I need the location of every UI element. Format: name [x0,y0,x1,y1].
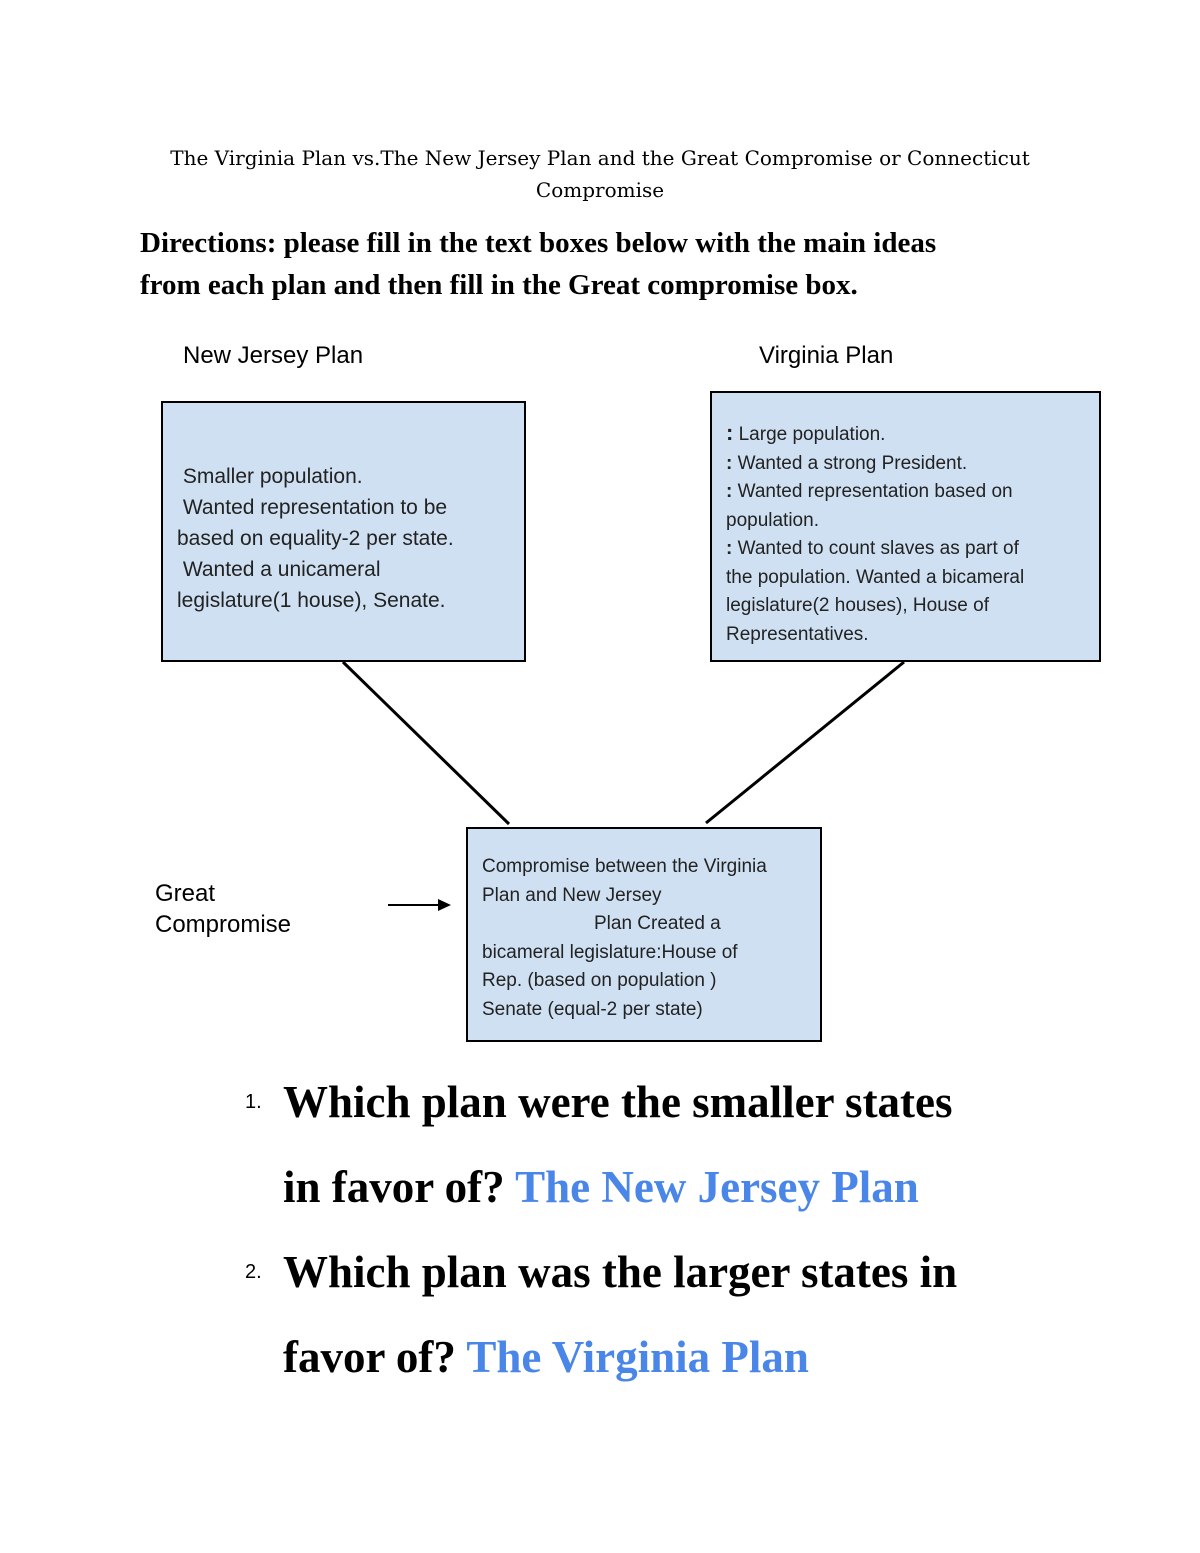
nj-line: Smaller population. [177,465,363,488]
right-arrow-icon [388,899,451,911]
great-compromise-box[interactable] [466,827,822,1042]
directions-line-2: from each plan and then fill in the Great compromise box. [140,269,858,301]
va-line: the population. Wanted a bicameral [726,566,1025,588]
gc-line: Plan Created a [594,913,721,934]
question-text-line-2: favor of? The Virginia Plan [283,1332,809,1382]
virginia-heading: Virginia Plan [759,342,894,369]
directions-line-1: Directions: please fill in the text boxes below with the main ideas [140,227,937,259]
new-jersey-box[interactable] [161,401,526,662]
gc-label-line-1: Great [155,880,216,907]
nj-line: based on equality-2 per state. [177,527,454,550]
va-line: : Large population. [726,420,886,445]
question-text-line-2: in favor of? The New Jersey Plan [283,1162,919,1212]
va-connector-line [706,662,904,823]
question-text: Which plan was the larger states in [283,1247,958,1297]
question-number: 2. [245,1261,262,1283]
question-2 [245,1230,1105,1400]
gc-line: Compromise between the Virginia [482,856,767,877]
va-line: legislature(2 houses), House of [726,595,989,616]
gc-line: Rep. (based on population ) [482,970,717,991]
new-jersey-heading: New Jersey Plan [183,342,364,369]
gc-line: Plan and New Jersey [482,884,662,906]
question-number: 1. [245,1091,262,1113]
va-line: : Wanted a strong President. [726,452,968,474]
title-line-2: Compromise [535,178,665,202]
nj-line: Wanted representation to be [177,496,448,519]
gc-label-line-2: Compromise [155,911,292,938]
va-line: : Wanted to count slaves as part of [726,538,1019,559]
answer-text: The Virginia Plan [466,1332,809,1382]
va-line: Representatives. [726,623,869,645]
nj-line: legislature(1 house), Senate. [177,589,446,612]
nj-connector-line [343,662,509,824]
virginia-box[interactable] [710,391,1101,662]
answer-text: The New Jersey Plan [515,1162,919,1212]
question-text: Which plan were the smaller states [283,1077,953,1127]
nj-line: Wanted a unicameral [177,558,381,581]
great-compromise-label [155,878,375,940]
va-line: : Wanted representation based on [726,481,1013,502]
title-line-1: The Virginia Plan vs.The New Jersey Plan and the Great Compromise or Connecticut [170,146,1030,170]
gc-line: bicameral legislature:House of [482,941,738,963]
gc-line: Senate (equal-2 per state) [482,998,703,1020]
va-line: population. [726,509,819,531]
question-1 [245,1060,1105,1230]
